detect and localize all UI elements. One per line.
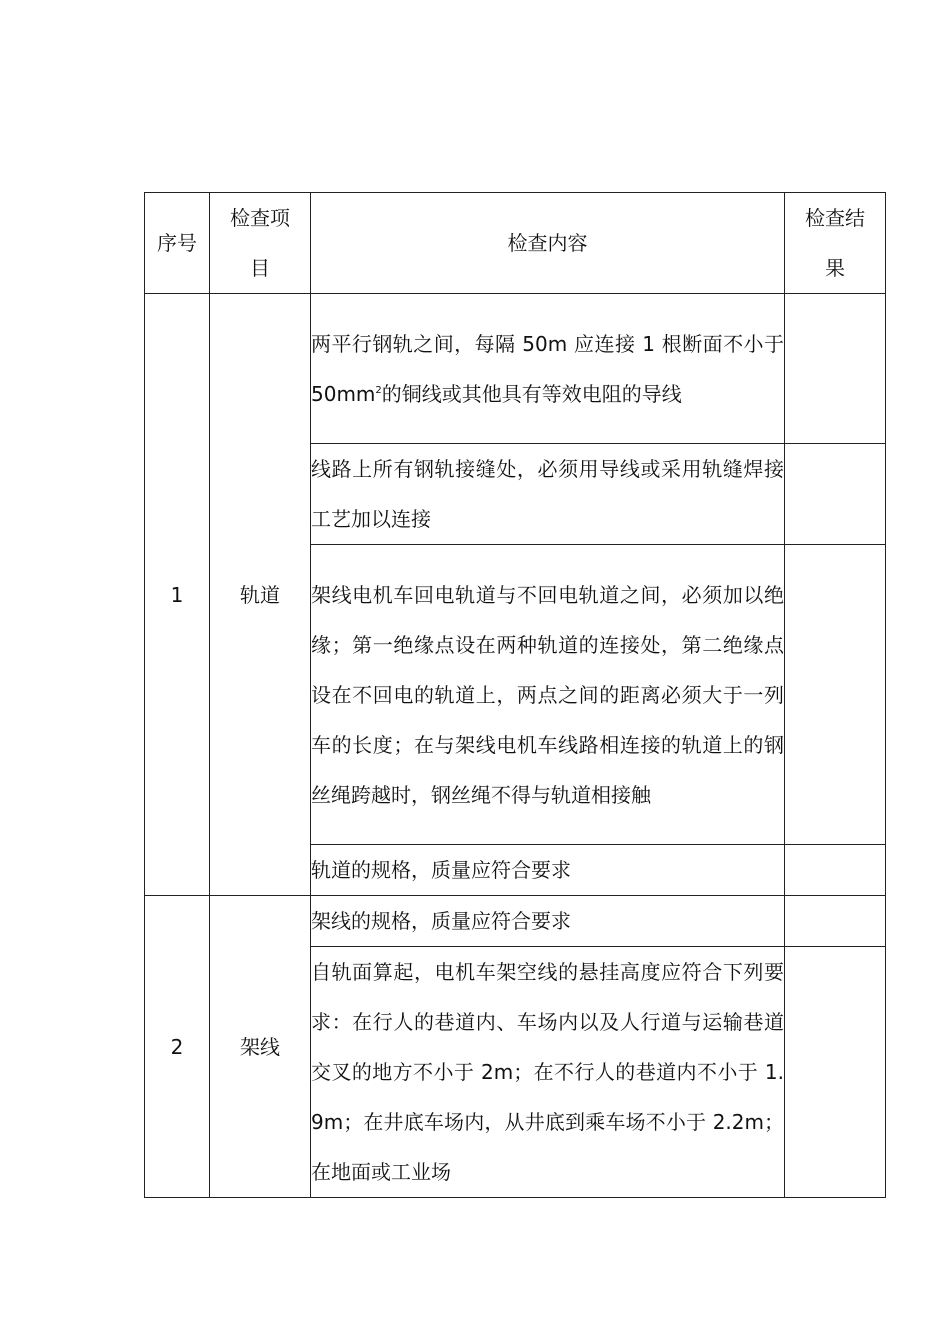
header-no: 序号 bbox=[145, 193, 210, 294]
content-cell: 线路上所有钢轨接缝处，必须用导线或采用轨缝焊接工艺加以连接 bbox=[311, 444, 785, 545]
table-row bbox=[145, 896, 886, 947]
content-superscript: 2 bbox=[375, 384, 382, 396]
table-header-row bbox=[145, 193, 886, 294]
content-cell: 自轨面算起，电机车架空线的悬挂高度应符合下列要求：在行人的巷道内、车场内以及人行道与运输巷道交叉的地方不小于 2m；在不行人的巷道内不小于 1.9m；在井底车场内，从井底到乘车场不小于 2.2m；在地面或工业场 bbox=[311, 947, 785, 1198]
inspection-table bbox=[144, 192, 886, 1198]
content-text-post: 的铜线或其他具有等效电阻的导线 bbox=[381, 381, 682, 406]
group-item: 架线 bbox=[210, 896, 311, 1198]
result-cell[interactable] bbox=[785, 947, 886, 1198]
result-cell[interactable] bbox=[785, 845, 886, 896]
header-item-text: 检查项目 bbox=[230, 206, 290, 280]
header-result-text: 检查结果 bbox=[805, 206, 865, 280]
result-cell[interactable] bbox=[785, 444, 886, 545]
content-text-pre: 两平行钢轨之间，每隔 50m 应连接 1 根断面不小于 50mm bbox=[311, 331, 784, 406]
header-result bbox=[785, 193, 886, 294]
content-cell: 架线电机车回电轨道与不回电轨道之间，必须加以绝缘；第一绝缘点设在两种轨道的连接处，第二绝缘点设在不回电的轨道上，两点之间的距离必须大于一列车的长度；在与架线电机车线路相连接的轨道上的钢丝绳跨越时，钢丝绳不得与轨道相接触 bbox=[311, 545, 785, 845]
group-item: 轨道 bbox=[210, 294, 311, 896]
group-no: 1 bbox=[145, 294, 210, 896]
result-cell[interactable] bbox=[785, 294, 886, 444]
group-no: 2 bbox=[145, 896, 210, 1198]
content-cell bbox=[311, 294, 785, 444]
content-cell: 架线的规格，质量应符合要求 bbox=[311, 896, 785, 947]
content-cell: 轨道的规格，质量应符合要求 bbox=[311, 845, 785, 896]
header-item bbox=[210, 193, 311, 294]
table-row bbox=[145, 294, 886, 444]
result-cell[interactable] bbox=[785, 896, 886, 947]
header-content: 检查内容 bbox=[311, 193, 785, 294]
result-cell[interactable] bbox=[785, 545, 886, 845]
